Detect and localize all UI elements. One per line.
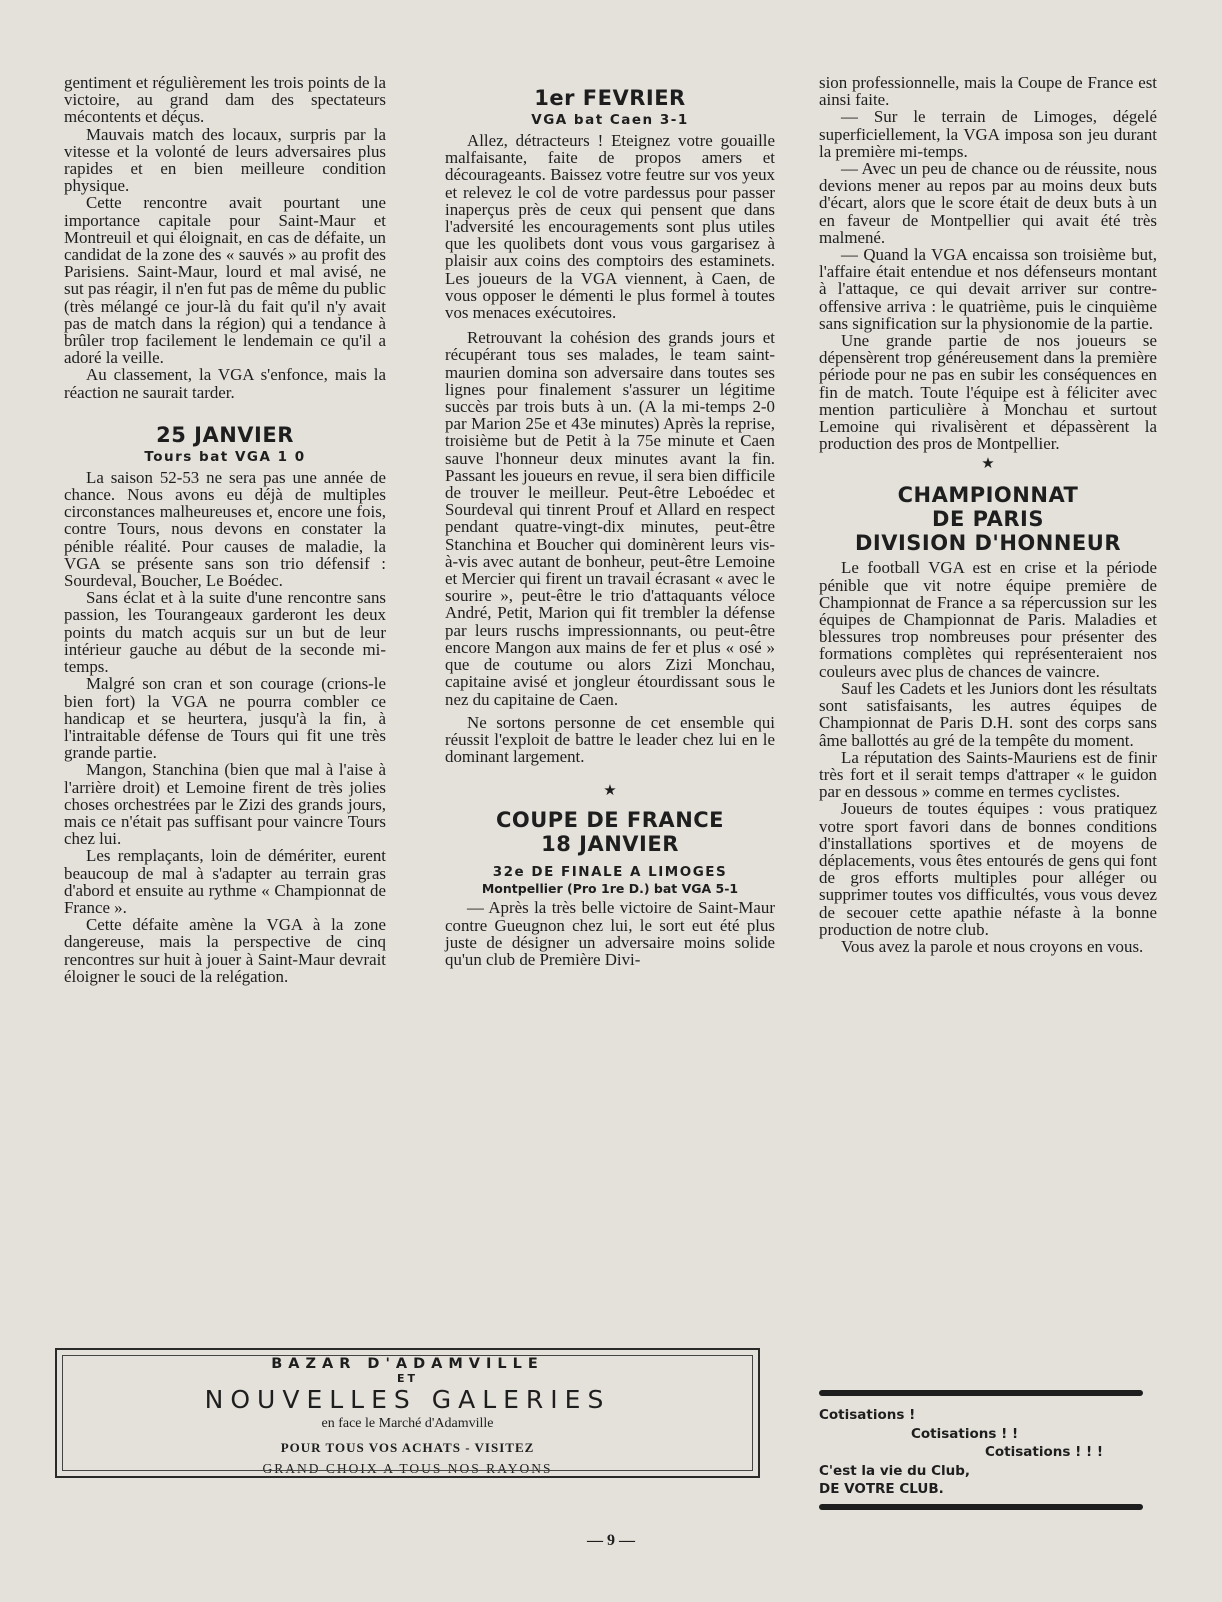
col1-paragraph: Mangon, Stanchina (bien que mal à l'aise à l'arrière droit) et Lemoine firent de très jolies choses orchestrées par le Zizi des grands jours, mais ce n'était pas suffisant pour vaincre Tours chez lui. bbox=[64, 760, 386, 849]
col3-paragraph: Le football VGA est en crise et la période pénible que vit notre équipe première de Championnat de France a sa répercussion sur les équipes de Championnat de Paris. Maladies et blessures trop nombreuses pour présenter des formations complètes qui représenteraient nos couleurs avec plus de chances de vaincre. bbox=[819, 558, 1157, 681]
heading-championnat: CHAMPIONNAT bbox=[897, 483, 1079, 508]
section-heading-25-janvier: 25 JANVIER bbox=[156, 422, 294, 447]
col3-paragraph: Une grande partie de nos joueurs se dépensèrent trop généreusement dans la première période pour ne pas en subir les conséquences en fin de match. Toute l'équipe est à féliciter avec mention particulière à Monchau et surtout Lemoine qui rivalisèrent et dépassèrent la production des pros de Montpellier. bbox=[819, 331, 1157, 454]
col1-paragraph: Sans éclat et à la suite d'une rencontre sans passion, les Tourangeaux garderont les deux points du match acquis sur un but de leur intérieur gauche au début de la seconde mi-temps. bbox=[64, 588, 386, 677]
separator-star-icon: ★ bbox=[603, 783, 617, 800]
advertisement-inner-border bbox=[62, 1355, 753, 1471]
col3-paragraph: La réputation des Saints-Mauriens est de finir très fort et il serait temps d'attraper « le guidon par en dessous » comme en termes cyclistes. bbox=[819, 747, 1157, 802]
col1-paragraph: gentiment et régulièrement les trois points de la victoire, au grand dam des spectateurs mécontents et déçus. bbox=[64, 73, 386, 127]
col2-paragraph: Ne sortons personne de cet ensemble qui réussit l'exploit de battre le leader chez lui en le dominant largement. bbox=[445, 712, 775, 767]
cotisations-line-5: DE VOTRE CLUB. bbox=[819, 1481, 944, 1497]
ad-nouvelles-galeries: NOUVELLES GALERIES bbox=[204, 1385, 611, 1414]
col3-paragraph: Vous avez la parole et nous croyons en vous. bbox=[841, 936, 1144, 956]
separator-star-icon: ★ bbox=[981, 456, 995, 473]
heading-division-honneur: DIVISION D'HONNEUR bbox=[855, 531, 1121, 556]
section-subheading-tours: Tours bat VGA 1 0 bbox=[144, 448, 306, 465]
col3-paragraph: sion professionnelle, mais la Coupe de France est ainsi faite. bbox=[819, 73, 1157, 110]
column-1 bbox=[64, 74, 386, 985]
cotisations-line-1: Cotisations ! bbox=[819, 1407, 916, 1423]
ad-location: en face le Marché d'Adamville bbox=[321, 1416, 494, 1431]
cotisations-block bbox=[819, 1406, 1149, 1499]
heading-de-paris: DE PARIS bbox=[932, 507, 1044, 532]
cotisations-line-2: Cotisations ! ! bbox=[911, 1425, 1019, 1442]
ad-et: ET bbox=[396, 1372, 419, 1385]
col2-paragraph: Allez, détracteurs ! Eteignez votre gouaille malfaisante, faite de propos amers et décourageants. Baissez votre feutre sur vos yeux et relevez le col de votre pardessus pour passer inaperçus près de ceux qui pensent que dans l'adversité les encouragements sont plus utiles que les quolibets dont vous vous gargarisez à plaisir aux coins des comptoirs des estaminets. Les joueurs de la VGA viennent, à Caen, de vous opposer le démenti le plus formel à toutes vos menaces exécutoires. bbox=[445, 131, 775, 323]
ad-tagline: POUR TOUS VOS ACHATS - VISITEZ bbox=[280, 1440, 535, 1455]
col3-paragraph: — Quand la VGA encaissa son troisième but, l'affaire était entendue et nos défenseurs montant à l'attaque, ce qui devait arriver sur contre-offensive arriva : le quatrième, puis le cinquième sans signification sur la physionomie de la partie. bbox=[819, 245, 1157, 333]
col2-paragraph: Retrouvant la cohésion des grands jours et récupérant tous ses malades, le team saint-maurien domina son adversaire dans toutes ses lignes pour finalement s'assurer un légitime succès par trois buts à un. (A la mi-temps 2-0 par Marion 25e et 43e minutes) Après la reprise, troisième but de Petit à la 75e minute et Caen sauve l'honneur deux minutes avant la fin. Passant les joueurs en revue, il sera bien difficile de trouver le meilleur. Peut-être Leboédec et Sourdeval qui tinrent Prouf et Allard en respect pendant quatre-vingt-dix minutes, peut-être Stanchina et Boucher qui dominèrent leurs vis-à-vis avec autant de bonheur, peut-être Lemoine et Mercier qui firent un travail écrasant « avec le sourire », peut-être le trio d'attaquants véloce André, Petit, Marion qui fit trembler la défense par leurs ruschs impressionnants, ou peut-être encore Mangon aux mains de fer et plus « osé » que de coutume ou alors Zizi Monchau, capitaine avisé et jongleur étourdissant sous le nez du capitaine de Caen. bbox=[445, 328, 775, 709]
heading-18-janvier: 18 JANVIER bbox=[541, 832, 679, 857]
page-number: — 9 — bbox=[587, 1532, 635, 1549]
col3-paragraph: Sauf les Cadets et les Juniors dont les résultats sont satisfaisants, les autres équipes de Championnat de Paris D.H. sont des corps sans âme ballottés au gré de la tempête du moment. bbox=[819, 678, 1157, 750]
divider-rule-top bbox=[819, 1390, 1143, 1396]
col1-paragraph: Au classement, la VGA s'enfonce, mais la réaction ne saurait tarder. bbox=[64, 365, 386, 402]
col3-paragraph: — Avec un peu de chance ou de réussite, nous devions mener au repos par au moins deux buts d'écart, alors que le score était de deux buts à un en faveur de Montpellier qui avait été très malmené. bbox=[819, 159, 1157, 247]
col3-paragraph: Joueurs de toutes équipes : vous pratiquez votre sport favori dans de bonnes conditions d'installations sportives et de moyens de déplacements, vous êtes entourés de gens qui font de gros efforts multiples pour alléger ou supprimer toutes vos difficultés, vous vous devez de secouer cette apathie néfaste à la bonne production de notre club. bbox=[819, 799, 1157, 939]
divider-rule-bottom bbox=[819, 1504, 1143, 1510]
ad-choice: GRAND CHOIX A TOUS NOS RAYONS bbox=[262, 1461, 553, 1476]
column-3 bbox=[819, 74, 1157, 955]
col1-paragraph: Mauvais match des locaux, surpris par la vitesse et la volonté de leurs adversaires plus rapides et en bien meilleure condition physique. bbox=[64, 124, 386, 196]
ad-bazar-title: BAZAR D'ADAMVILLE bbox=[271, 1356, 544, 1372]
column-2 bbox=[445, 86, 775, 968]
heading-coupe-de-france: COUPE DE FRANCE bbox=[495, 808, 725, 833]
cotisations-line-3: Cotisations ! ! ! bbox=[985, 1444, 1103, 1460]
subheading-limoges: 32e DE FINALE A LIMOGES bbox=[492, 864, 728, 881]
subheading-montpellier: Montpellier (Pro 1re D.) bat VGA 5-1 bbox=[481, 881, 739, 897]
col2-paragraph: — Après la très belle victoire de Saint-Maur contre Gueugnon chez lui, le sort eut été plus juste de désigner un adversaire moins solide qu'un club de Première Divi- bbox=[445, 898, 775, 969]
col1-paragraph: Les remplaçants, loin de démériter, eurent beaucoup de mal à s'adapter au terrain gras d'abord et ensuite au rythme « Championnat de France ». bbox=[64, 846, 386, 917]
col1-paragraph: La saison 52-53 ne sera pas une année de chance. Nous avons eu déjà de multiples circonstances malheureuses et, encore une fois, contre Tours, nous devons en constater la pénible réalité. Pour causes de maladie, la VGA se présente sans son trio défensif : Sourdeval, Boucher, Le Boédec. bbox=[64, 467, 386, 591]
cotisations-line-4: C'est la vie du Club, bbox=[819, 1462, 971, 1479]
col1-paragraph: Cette rencontre avait pourtant une importance capitale pour Saint-Maur et Montreuil et qui éloignait, en cas de défaite, un candidat de la zone des « sauvés » au profit des Parisiens. Saint-Maur, lourd et mal avisé, ne sut pas réagir, il n'en fut pas de même du public (très mélangé ce jour-là du fait qu'il n'y avait pas de match dans la région) qui a tendance à brûler trop facilement le lendemain ce qu'il a adoré la veille. bbox=[64, 193, 386, 368]
col1-paragraph: Cette défaite amène la VGA à la zone dangereuse, mais la perspective de cinq rencontres sur huit à jouer à Saint-Maur devrait éloigner le souci de la relégation. bbox=[64, 915, 386, 986]
section-subheading-caen: VGA bat Caen 3-1 bbox=[531, 112, 689, 128]
advertisement-box bbox=[55, 1348, 760, 1478]
col1-paragraph: Malgré son cran et son courage (crions-le bien fort) la VGA ne pourra combler ce handicap et se heurtera, jusqu'à la fin, à l'intraitable défense de Tours qui fit une très grande partie. bbox=[64, 674, 386, 763]
col3-paragraph: — Sur le terrain de Limoges, dégelé superficiellement, la VGA imposa son jeu durant la première mi-temps. bbox=[819, 107, 1157, 161]
section-heading-1er-fevrier: 1er FEVRIER bbox=[534, 86, 686, 110]
